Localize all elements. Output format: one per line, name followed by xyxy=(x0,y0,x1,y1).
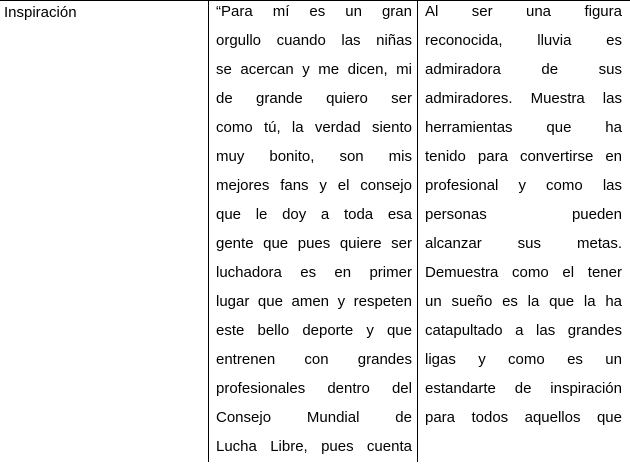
quote-line xyxy=(216,147,412,176)
analysis-word: tenido xyxy=(425,148,466,165)
analysis-word: sueño xyxy=(451,293,493,310)
quote-word: de xyxy=(395,409,412,426)
analysis-line xyxy=(425,234,622,263)
analysis-word: lluvia xyxy=(537,32,572,49)
analysis-word: tener xyxy=(587,264,622,281)
quote-word: un xyxy=(345,3,362,20)
analysis-line xyxy=(425,350,622,379)
quote-line xyxy=(216,60,412,89)
quote-word: “Para xyxy=(216,3,253,20)
analysis-line xyxy=(425,292,622,321)
quote-line xyxy=(216,379,412,408)
quote-line xyxy=(216,321,412,350)
analysis-word: alcanzar xyxy=(425,235,482,252)
quote-word: mis xyxy=(388,148,412,165)
quote-word: el xyxy=(337,177,350,194)
analysis-word: es xyxy=(567,351,583,368)
analysis-line xyxy=(425,408,622,437)
analysis-word: es xyxy=(606,32,622,49)
analysis-word: sus xyxy=(517,235,542,252)
analysis-word: Demuestra xyxy=(425,264,499,281)
quote-word: quiero xyxy=(326,90,368,107)
quote-line xyxy=(216,263,412,292)
analysis-word: de xyxy=(541,61,559,78)
analysis-line xyxy=(425,89,622,118)
analysis-line xyxy=(425,118,622,147)
quote-word: dentro xyxy=(327,380,370,397)
analysis-line xyxy=(425,379,622,408)
analysis-line xyxy=(425,60,622,89)
quote-word: bello xyxy=(257,322,290,339)
analysis-word: como xyxy=(512,264,549,281)
quote-word: niñas xyxy=(376,32,412,49)
analysis-word: Muestra xyxy=(530,90,585,107)
quote-word: respeten xyxy=(353,293,412,310)
analysis-word: todos xyxy=(471,409,509,426)
analysis-word: catapultado xyxy=(425,322,503,339)
quote-word: verdad xyxy=(314,119,361,136)
quote-word: Consejo xyxy=(216,409,272,426)
analysis-word: como xyxy=(508,351,545,368)
analysis-line xyxy=(425,147,622,176)
quote-word: cuenta xyxy=(366,438,412,455)
quote-word: mí xyxy=(272,3,290,20)
quote-word: toda xyxy=(343,206,374,223)
analysis-line xyxy=(425,31,622,60)
quote-word: y xyxy=(337,293,346,310)
quote-line xyxy=(216,234,412,263)
analysis-word: grandes xyxy=(567,322,622,339)
quote-word: se xyxy=(216,61,232,78)
quote-word: doy xyxy=(282,206,307,223)
analysis-word: ha xyxy=(605,293,622,310)
quote-word: de xyxy=(216,90,233,107)
quote-word: profesionales xyxy=(216,380,306,397)
analysis-word: las xyxy=(602,90,622,107)
quote-word: bonito, xyxy=(269,148,315,165)
quote-word: esa xyxy=(387,206,412,223)
analysis-word: personas xyxy=(425,206,487,223)
quote-word: mi xyxy=(396,61,412,78)
column-divider-2 xyxy=(417,0,418,462)
analysis-word: que xyxy=(596,409,622,426)
analysis-word: en xyxy=(605,148,622,165)
quote-word: y xyxy=(366,322,374,339)
table-top-border xyxy=(0,0,630,1)
quote-line xyxy=(216,176,412,205)
quote-word: acercan xyxy=(240,61,294,78)
quote-word: cuando xyxy=(276,32,326,49)
analysis-word: la xyxy=(583,293,596,310)
quote-word: entrenen xyxy=(216,351,276,368)
quote-word: grande xyxy=(256,90,303,107)
quote-word: que xyxy=(386,322,412,339)
quote-word: que xyxy=(257,293,283,310)
quote-word: le xyxy=(255,206,268,223)
quote-line xyxy=(216,89,412,118)
analysis-word: como xyxy=(546,177,583,194)
quote-word: son xyxy=(339,148,364,165)
quote-word: con xyxy=(304,351,329,368)
quote-line xyxy=(216,2,412,31)
quote-word: que xyxy=(216,206,242,223)
quote-line xyxy=(216,205,412,234)
quote-word: grandes xyxy=(357,351,412,368)
analysis-word: que xyxy=(549,293,575,310)
quote-word: primer xyxy=(369,264,412,281)
analysis-word: a xyxy=(515,322,524,339)
quote-word: Mundial xyxy=(306,409,360,426)
quote-word: ser xyxy=(391,90,412,107)
quote-word: las xyxy=(341,32,361,49)
analysis-column xyxy=(425,2,622,437)
quote-word: orgullo xyxy=(216,32,262,49)
analysis-word: figura xyxy=(584,3,622,20)
column-divider-1 xyxy=(208,0,209,462)
analysis-word: profesional xyxy=(425,177,499,194)
analysis-word: estandarte xyxy=(425,380,496,397)
quote-line xyxy=(216,350,412,379)
quote-word: en xyxy=(334,264,352,281)
analysis-word: y xyxy=(518,177,526,194)
quote-word: y xyxy=(319,177,327,194)
analysis-line xyxy=(425,176,622,205)
quote-line xyxy=(216,292,412,321)
quote-word: este xyxy=(216,322,245,339)
quote-word: que xyxy=(263,235,289,252)
analysis-line xyxy=(425,263,622,292)
analysis-word: aquellos xyxy=(524,409,581,426)
quote-word: es xyxy=(300,264,317,281)
quote-word: Lucha xyxy=(216,438,257,455)
analysis-word: las xyxy=(602,177,622,194)
analysis-word: las xyxy=(536,322,556,339)
quote-line xyxy=(216,408,412,437)
analysis-line xyxy=(425,321,622,350)
analysis-word: un xyxy=(425,293,442,310)
row-label: Inspiración xyxy=(4,4,77,21)
quote-word: dicen, xyxy=(347,61,388,78)
analysis-word: sus xyxy=(598,61,622,78)
quote-word: mejores xyxy=(216,177,270,194)
quote-word: a xyxy=(320,206,330,223)
analysis-word: Al xyxy=(425,3,439,20)
analysis-word: un xyxy=(605,351,622,368)
quote-word: tú, xyxy=(263,119,281,136)
quote-word: quiere xyxy=(339,235,382,252)
quote-word: como xyxy=(216,119,253,136)
quote-word: y xyxy=(302,61,310,78)
quote-word: luchadora xyxy=(216,264,282,281)
quote-word: consejo xyxy=(360,177,412,194)
quote-word: deporte xyxy=(302,322,354,339)
analysis-line xyxy=(425,2,622,31)
analysis-word: convertirse xyxy=(519,148,594,165)
quote-word: amen xyxy=(291,293,330,310)
quote-word: pues xyxy=(321,438,354,455)
quote-column xyxy=(216,2,412,466)
analysis-word: de xyxy=(514,380,532,397)
quote-line xyxy=(216,118,412,147)
analysis-word: admiradora xyxy=(425,61,501,78)
quote-line xyxy=(216,31,412,60)
analysis-word: y xyxy=(478,351,486,368)
quote-word: fans xyxy=(280,177,309,194)
analysis-word: que xyxy=(546,119,572,136)
quote-word: ser xyxy=(391,235,412,252)
analysis-word: el xyxy=(562,264,575,281)
quote-word: gente xyxy=(216,235,254,252)
analysis-word: herramientas xyxy=(425,119,513,136)
analysis-word: la xyxy=(527,293,540,310)
quote-word: pues xyxy=(297,235,331,252)
analysis-word: pueden xyxy=(571,206,622,223)
analysis-word: inspiración xyxy=(550,380,622,397)
quote-word: la xyxy=(291,119,304,136)
analysis-word: para xyxy=(425,409,456,426)
analysis-word: admiradores. xyxy=(425,90,513,107)
quote-word: muy xyxy=(216,148,245,165)
quote-word: lugar xyxy=(216,293,250,310)
quote-word: Libre, xyxy=(270,438,308,455)
analysis-word: una xyxy=(526,3,552,20)
quote-word: del xyxy=(391,380,412,397)
analysis-word: reconocida, xyxy=(425,32,503,49)
quote-word: es xyxy=(309,3,326,20)
quote-word: siento xyxy=(371,119,412,136)
analysis-word: para xyxy=(477,148,508,165)
analysis-word: metas. xyxy=(576,235,622,252)
analysis-word: es xyxy=(502,293,518,310)
analysis-word: ha xyxy=(605,119,622,136)
analysis-line xyxy=(425,205,622,234)
analysis-word: ligas xyxy=(425,351,456,368)
quote-word: me xyxy=(318,61,340,78)
quote-word: gran xyxy=(381,3,412,20)
analysis-word: ser xyxy=(471,3,493,20)
